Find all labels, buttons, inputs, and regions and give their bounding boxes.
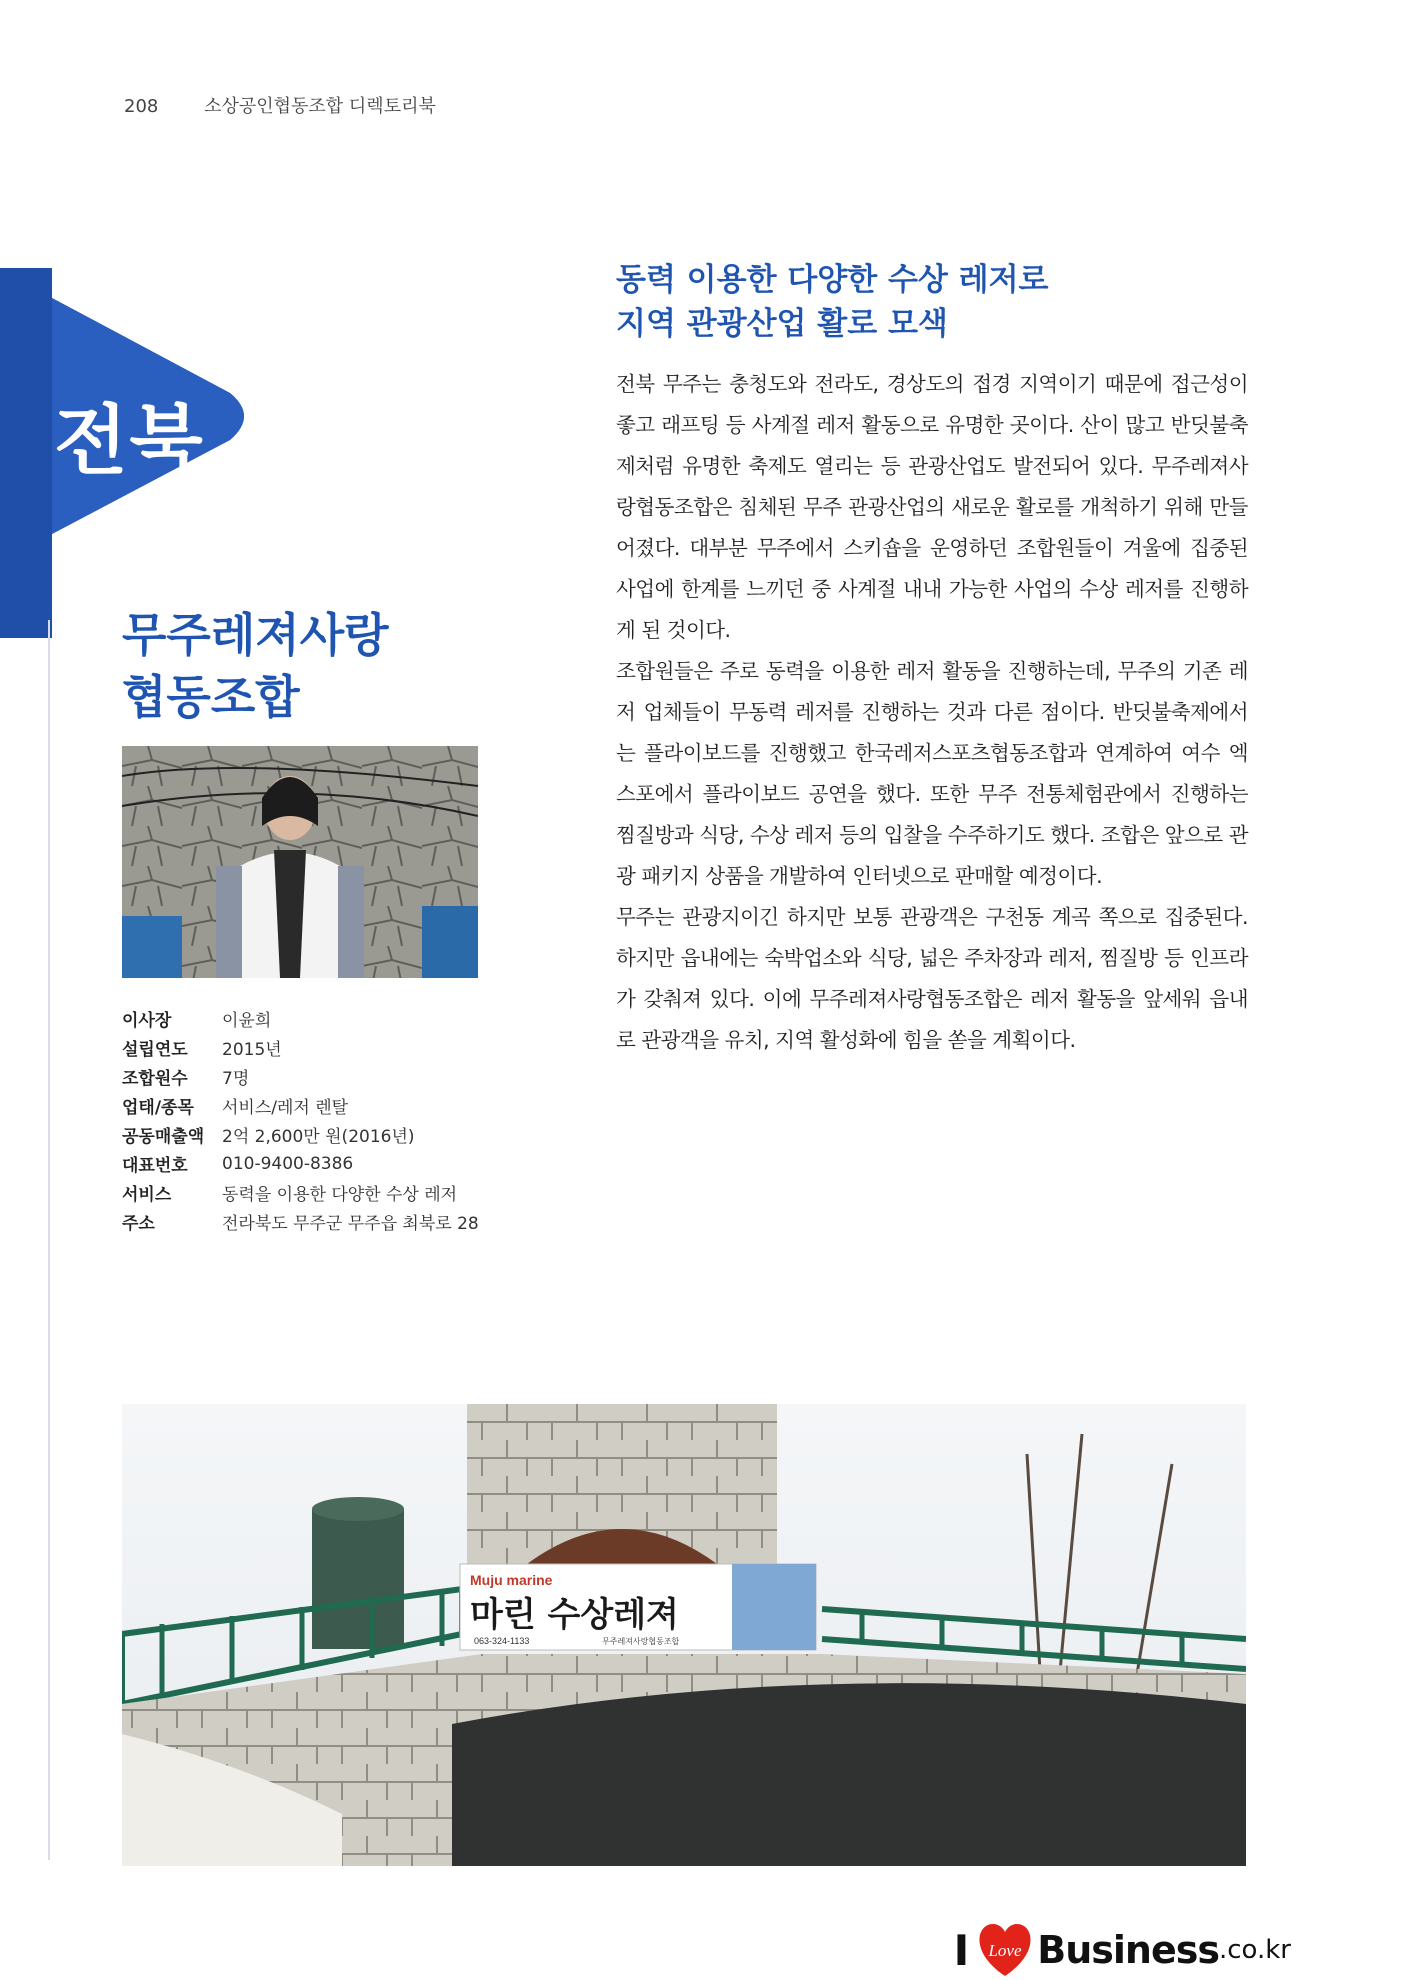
coop-name: [122, 604, 522, 728]
info-label: 주소: [122, 1214, 155, 1234]
representative-photo: [122, 746, 478, 978]
info-value: 전라북도 무주군 무주읍 최북로 28: [222, 1214, 479, 1234]
article-heading-line2: 지역 관광산업 활로 모색: [616, 306, 948, 342]
page-margin-line: [48, 620, 50, 1860]
banner-phone: 063-324-1133: [474, 1636, 530, 1646]
page-number: 208: [124, 96, 159, 117]
region-spine-bar: [44, 268, 52, 628]
coop-info-table: [122, 1004, 479, 1236]
article-heading-line1: 동력 이용한 다양한 수상 레저로: [616, 262, 1049, 298]
info-value: 2015년: [222, 1040, 282, 1060]
brand-domain: .co.kr: [1218, 1935, 1291, 1965]
info-row: [122, 1178, 479, 1207]
info-label: 공동매출액: [122, 1127, 205, 1147]
info-row: [122, 1149, 479, 1178]
page-header: [124, 92, 436, 118]
info-label: 서비스: [122, 1185, 172, 1205]
info-row: [122, 1033, 479, 1062]
info-row: [122, 1004, 479, 1033]
heart-icon: [975, 1922, 1035, 1978]
article-paragraph: 무주는 관광지이긴 하지만 보통 관광객은 구천동 계곡 쪽으로 집중된다. 하지만 읍내에는 숙박업소와 식당, 넓은 주차장과 레저, 찜질방 등 인프라가 갖춰져 있다. 이에 무주레져사랑협동조합은 레저 활동을 앞세워 읍내로 관광객을 유치, 지역 활성화에 힘을 쏟을 계획이다.: [616, 905, 1248, 1052]
brand-footer: [954, 1922, 1291, 1978]
coop-name-line2: 협동조합: [122, 670, 300, 724]
book-title: 소상공인협동조합 디렉토리북: [204, 96, 436, 117]
info-row: [122, 1091, 479, 1120]
marine-leisure-photo: [122, 1404, 1246, 1866]
info-label: 이사장: [122, 1011, 172, 1031]
banner-top-text: Muju marine: [470, 1572, 553, 1588]
info-value: 2억 2,600만 원(2016년): [222, 1127, 415, 1147]
brand-love: Love: [988, 1941, 1022, 1960]
info-value: 서비스/레저 렌탈: [222, 1098, 349, 1118]
region-label: 전북: [54, 396, 205, 485]
article-body: [616, 364, 1248, 1061]
brand-i: I: [953, 1925, 970, 1975]
info-value: 동력을 이용한 다양한 수상 레저: [222, 1185, 458, 1205]
info-value: 7명: [222, 1069, 250, 1089]
article-heading: [616, 258, 1256, 346]
article-paragraph: 전북 무주는 충청도와 전라도, 경상도의 접경 지역이기 때문에 접근성이 좋고 래프팅 등 사계절 레저 활동으로 유명한 곳이다. 산이 많고 반딧불축제처럼 유명한 축제도 열리는 등 관광산업도 발전되어 있다. 무주레져사랑협동조합은 침체된 무주 관광산업의 새로운 활로를 개척하기 위해 만들어졌다. 대부분 무주에서 스키숍을 운영하던 조합원들이 겨울에 집중된 사업에 한계를 느끼던 중 사계절 내내 가능한 사업의 수상 레저를 진행하게 된 것이다.: [616, 372, 1248, 642]
info-row: [122, 1120, 479, 1149]
info-label: 대표번호: [122, 1156, 188, 1176]
info-label: 설립연도: [122, 1040, 188, 1060]
coop-name-line1: 무주레져사랑: [122, 608, 389, 662]
info-value: 010-9400-8386: [222, 1153, 354, 1174]
info-label: 조합원수: [122, 1069, 188, 1089]
info-label: 업태/종목: [122, 1098, 194, 1118]
article-paragraph: 조합원들은 주로 동력을 이용한 레저 활동을 진행하는데, 무주의 기존 레저 업체들이 무동력 레저를 진행하는 것과 다른 점이다. 반딧불축제에서는 플라이보드를 진행했고 한국레저스포츠협동조합과 연계하여 여수 엑스포에서 플라이보드 공연을 했다. 또한 무주 전통체험관에서 진행하는 찜질방과 식당, 수상 레저 등의 입찰을 수주하기도 했다. 조합은 앞으로 관광 패키지 상품을 개발하여 인터넷으로 판매할 예정이다.: [616, 659, 1248, 888]
banner-org: 무주레져사랑협동조합: [602, 1637, 680, 1646]
info-value: 이윤희: [222, 1011, 272, 1031]
info-row: [122, 1062, 479, 1091]
brand-business: Business: [1037, 1928, 1219, 1972]
info-row: [122, 1207, 479, 1236]
banner-main-text: 마린 수상레져: [470, 1595, 679, 1635]
